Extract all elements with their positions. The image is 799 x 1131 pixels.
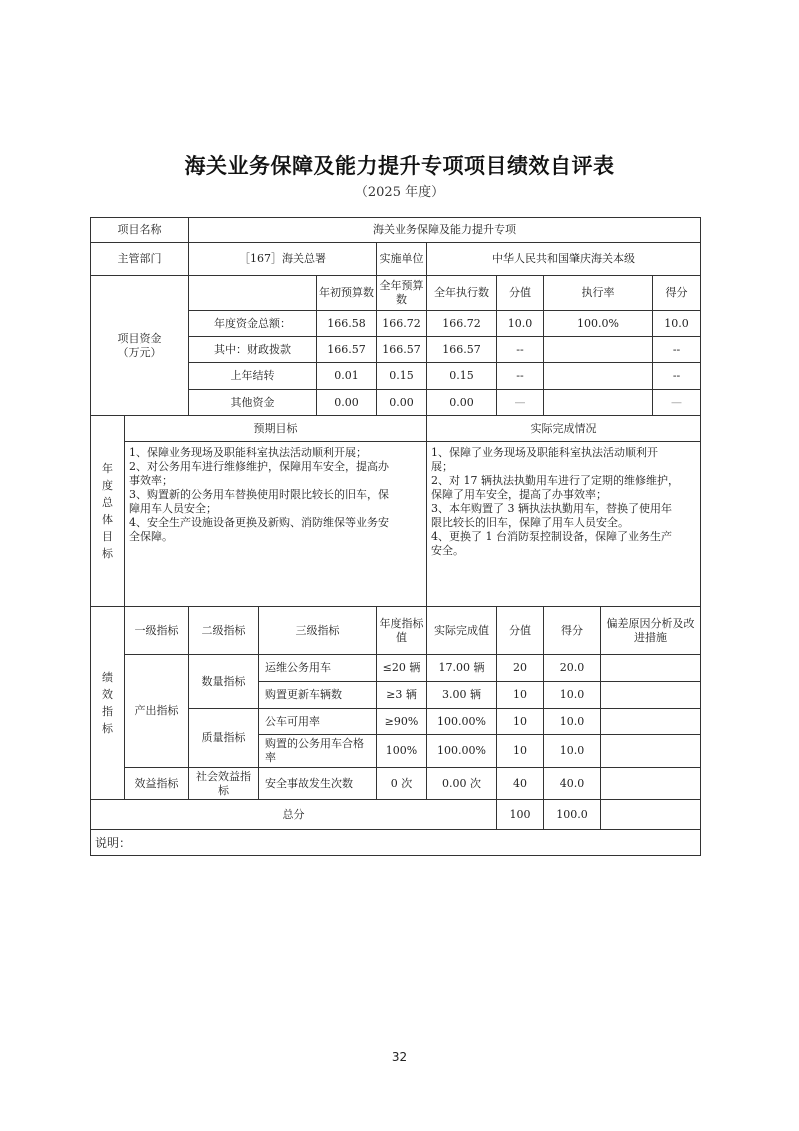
- actual-result-line: 保障了用车安全，提高了办事效率；: [431, 488, 607, 501]
- total-label: 总分: [91, 800, 497, 830]
- funds-section-label: [91, 276, 189, 416]
- department-row: [91, 243, 701, 276]
- funds-row-label: 上年结转: [189, 363, 317, 390]
- funds-header-score-value: 分值: [497, 276, 544, 311]
- funds-cell: 166.57: [377, 337, 427, 363]
- actual-result-line: 1、保障了业务现场及职能科室执法活动顺利开: [431, 446, 658, 459]
- funds-cell: 0.00: [377, 390, 427, 416]
- value-cell: 40: [497, 768, 544, 800]
- expected-goal-line: 4、安全生产设施设备更换及新购、消防维保等业务安: [129, 516, 389, 529]
- performance-evaluation-table: [90, 217, 701, 856]
- remark-label: 说明：: [91, 830, 701, 856]
- value-cell: 10: [497, 735, 544, 768]
- expected-goal-line: 1、保障业务现场及职能科室执法活动顺利开展；: [129, 446, 367, 459]
- indicators-side-char: 指: [102, 705, 113, 718]
- actual-result-line: 限比较长的旧车，保障了用车人员安全。: [431, 516, 629, 529]
- implementing-unit-value: 中华人民共和国肇庆海关本级: [427, 243, 701, 276]
- funds-cell: [544, 363, 653, 390]
- expected-goal-line: 事效率；: [129, 474, 173, 487]
- funds-cell: 0.15: [377, 363, 427, 390]
- level2-header: 二级指标: [189, 607, 259, 655]
- indicators-side-char: 标: [102, 722, 113, 735]
- actual-result-line: 4、更换了 1 台消防泵控制设备，保障了业务生产: [431, 530, 672, 543]
- level3-cell: 运维公务用车: [259, 655, 377, 682]
- funds-label-line2: （万元）: [117, 345, 162, 359]
- funds-cell: --: [497, 337, 544, 363]
- funds-cell: --: [497, 363, 544, 390]
- level3-cell: 安全事故发生次数: [259, 768, 377, 800]
- total-score: 100.0: [544, 800, 601, 830]
- document-subtitle: （2025 年度）: [354, 185, 445, 200]
- score-cell: 40.0: [544, 768, 601, 800]
- funds-cell: [544, 390, 653, 416]
- project-name-row: [91, 218, 701, 243]
- deviation-cell: [601, 655, 701, 682]
- department-label: 主管部门: [91, 243, 189, 276]
- indicators-side-char: 效: [102, 688, 113, 701]
- total-value: 100: [497, 800, 544, 830]
- funds-cell: 166.57: [317, 337, 377, 363]
- goals-side-char: 标: [102, 547, 113, 560]
- funds-header-row: [91, 276, 701, 311]
- target-header: 年度指标值: [377, 607, 427, 655]
- goals-content-row: [91, 442, 701, 607]
- expected-goals-text: [125, 442, 427, 607]
- quality-indicator-label: 质量指标: [189, 709, 259, 768]
- indicators-side-char: 绩: [102, 671, 113, 684]
- goals-side-char: 年: [102, 462, 113, 475]
- level1-header: 一级指标: [125, 607, 189, 655]
- goals-side-char: 度: [102, 479, 113, 492]
- score-cell: 10.0: [544, 735, 601, 768]
- funds-header-score: 得分: [653, 276, 701, 311]
- value-cell: 20: [497, 655, 544, 682]
- funds-header-initial-budget: 年初预算数: [317, 276, 377, 311]
- funds-cell: —: [653, 390, 701, 416]
- actual-result-line: 安全。: [431, 544, 464, 557]
- total-row: [91, 800, 701, 830]
- target-cell: ≤20 辆: [377, 655, 427, 682]
- quantity-indicator-label: 数量指标: [189, 655, 259, 709]
- goals-side-char: 目: [102, 530, 113, 543]
- funds-header-annual-budget: 全年预算数: [377, 276, 427, 311]
- total-note: [601, 800, 701, 830]
- funds-cell: [544, 337, 653, 363]
- funds-cell: 0.00: [317, 390, 377, 416]
- goals-side-label: [91, 416, 125, 607]
- actual-result-line: 3、本年购置了 3 辆执法执勤用车，替换了使用年: [431, 502, 672, 515]
- expected-goal-line: 2、对公务用车进行维修维护，保障用车安全，提高办: [129, 460, 389, 473]
- target-cell: 0 次: [377, 768, 427, 800]
- goals-side-char: 体: [102, 513, 113, 526]
- funds-cell: 10.0: [653, 311, 701, 337]
- goals-header-row: [91, 416, 701, 442]
- remark-row: [91, 830, 701, 856]
- deviation-cell: [601, 768, 701, 800]
- actual-results-text: [427, 442, 701, 607]
- value-cell: 10: [497, 709, 544, 735]
- funds-cell: 166.72: [427, 311, 497, 337]
- deviation-cell: [601, 709, 701, 735]
- actual-header: 实际完成值: [427, 607, 497, 655]
- actual-cell: 3.00 辆: [427, 682, 497, 709]
- value-cell: 10: [497, 682, 544, 709]
- score-cell: 10.0: [544, 682, 601, 709]
- funds-cell: 0.15: [427, 363, 497, 390]
- funds-cell: 10.0: [497, 311, 544, 337]
- score-cell: 20.0: [544, 655, 601, 682]
- level3-cell: 购置更新车辆数: [259, 682, 377, 709]
- expected-goal-line: 3、购置新的公务用车替换使用时限比较长的旧车，保: [129, 488, 389, 501]
- expected-goals-header: 预期目标: [125, 416, 427, 442]
- funds-cell: --: [653, 337, 701, 363]
- funds-cell: 166.58: [317, 311, 377, 337]
- goals-side-char: 总: [102, 496, 113, 509]
- expected-goal-line: 全保障。: [129, 530, 173, 543]
- actual-cell: 0.00 次: [427, 768, 497, 800]
- funds-header-blank: [189, 276, 317, 311]
- funds-cell: 0.00: [427, 390, 497, 416]
- department-value: ［167］海关总署: [189, 243, 377, 276]
- expected-goal-line: 障用车人员安全；: [129, 502, 217, 515]
- target-cell: 100%: [377, 735, 427, 768]
- funds-header-executed: 全年执行数: [427, 276, 497, 311]
- funds-cell: —: [497, 390, 544, 416]
- actual-result-line: 2、对 17 辆执法执勤用车进行了定期的维修维护，: [431, 474, 679, 487]
- indicators-side-label: [91, 607, 125, 800]
- score-value-header: 分值: [497, 607, 544, 655]
- funds-cell: --: [653, 363, 701, 390]
- funds-cell: 166.57: [427, 337, 497, 363]
- actual-cell: 17.00 辆: [427, 655, 497, 682]
- implementing-unit-label: 实施单位: [377, 243, 427, 276]
- page-number: 32: [391, 1050, 408, 1064]
- score-cell: 10.0: [544, 709, 601, 735]
- benefit-indicator-label: 效益指标: [125, 768, 189, 800]
- funds-label-line1: 项目资金: [117, 331, 162, 345]
- deviation-cell: [601, 735, 701, 768]
- project-name-label: 项目名称: [91, 218, 189, 243]
- actual-cell: 100.00%: [427, 709, 497, 735]
- funds-row-label: 其他资金: [189, 390, 317, 416]
- funds-cell: 100.0%: [544, 311, 653, 337]
- funds-header-execution-rate: 执行率: [544, 276, 653, 311]
- indicator-row: [91, 768, 701, 800]
- funds-cell: 0.01: [317, 363, 377, 390]
- deviation-cell: [601, 682, 701, 709]
- actual-cell: 100.00%: [427, 735, 497, 768]
- funds-row-label: 其中：财政拨款: [189, 337, 317, 363]
- indicators-header-row: [91, 607, 701, 655]
- level3-cell: 购置的公务用车合格率: [259, 735, 377, 768]
- deviation-header: 偏差原因分析及改进措施: [601, 607, 701, 655]
- level3-header: 三级指标: [259, 607, 377, 655]
- project-name-value: 海关业务保障及能力提升专项: [189, 218, 701, 243]
- document-title: 海关业务保障及能力提升专项项目绩效自评表: [184, 154, 615, 178]
- actual-result-line: 展；: [431, 460, 453, 473]
- social-benefit-label: 社会效益指标: [189, 768, 259, 800]
- target-cell: ≥90%: [377, 709, 427, 735]
- level3-cell: 公车可用率: [259, 709, 377, 735]
- funds-cell: 166.72: [377, 311, 427, 337]
- output-indicator-label: 产出指标: [125, 655, 189, 768]
- score-header: 得分: [544, 607, 601, 655]
- actual-results-header: 实际完成情况: [427, 416, 701, 442]
- indicator-row: [91, 655, 701, 682]
- funds-row-label: 年度资金总额：: [189, 311, 317, 337]
- target-cell: ≥3 辆: [377, 682, 427, 709]
